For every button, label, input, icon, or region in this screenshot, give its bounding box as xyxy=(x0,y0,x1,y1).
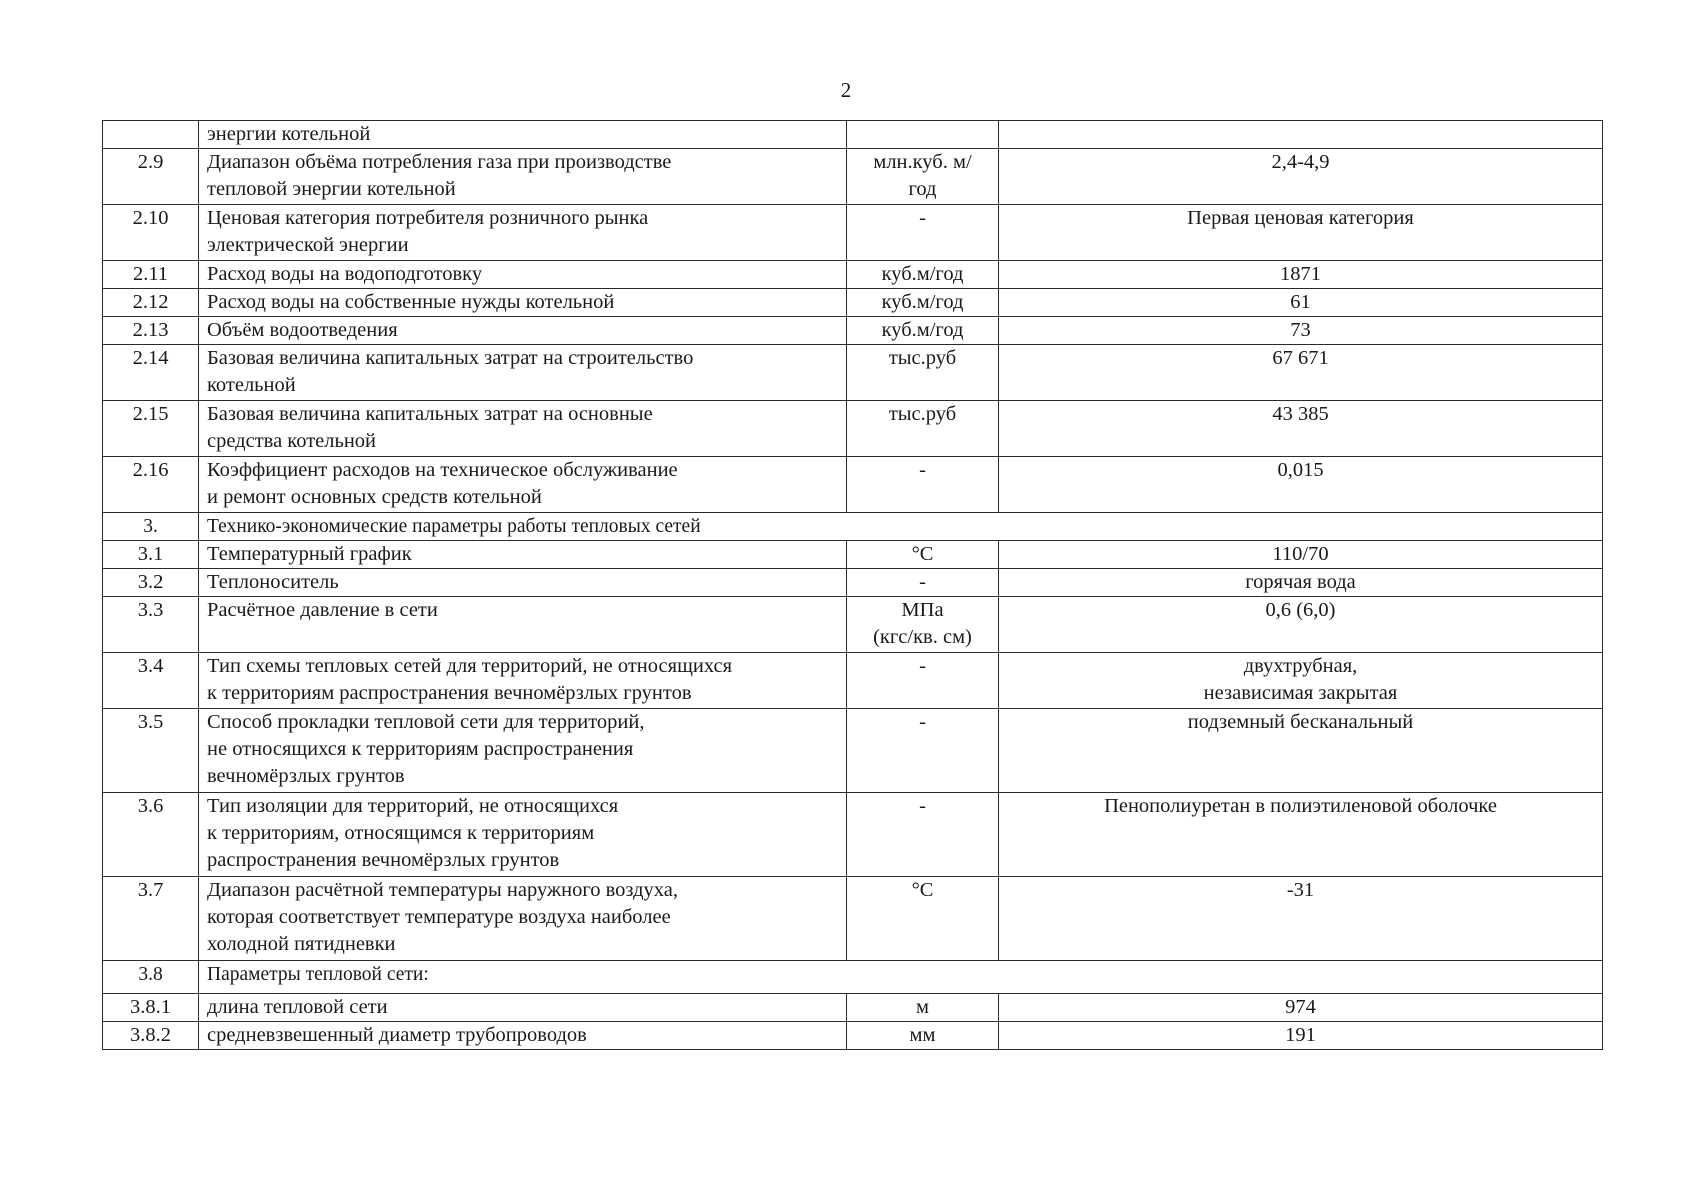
section-title: Параметры тепловой сети: xyxy=(199,961,1603,994)
parameter-name: Способ прокладки тепловой сети для территорий, не относящихся к территориям распространения вечномёрзлых грунтов xyxy=(199,709,847,793)
table-row xyxy=(103,653,1603,709)
value: горячая вода xyxy=(999,569,1603,597)
parameter-name: Температурный график xyxy=(199,541,847,569)
unit: - xyxy=(847,653,999,709)
table-row xyxy=(103,149,1603,205)
value: 191 xyxy=(999,1022,1603,1050)
row-number: 3.7 xyxy=(103,877,199,961)
table-row xyxy=(103,345,1603,401)
unit: - xyxy=(847,793,999,877)
unit: мм xyxy=(847,1022,999,1050)
value xyxy=(999,121,1603,149)
unit: куб.м/год xyxy=(847,261,999,289)
parameter-name: Теплоноситель xyxy=(199,569,847,597)
value: 110/70 xyxy=(999,541,1603,569)
value: 1871 xyxy=(999,261,1603,289)
section-number: 3.8 xyxy=(103,961,199,994)
table-row xyxy=(103,994,1603,1022)
row-number: 2.14 xyxy=(103,345,199,401)
section-number: 3. xyxy=(103,513,199,541)
row-number: 3.1 xyxy=(103,541,199,569)
table-row xyxy=(103,709,1603,793)
parameter-name: длина тепловой сети xyxy=(199,994,847,1022)
unit: °С xyxy=(847,541,999,569)
table-row xyxy=(103,877,1603,961)
parameter-name: Расход воды на собственные нужды котельной xyxy=(199,289,847,317)
table-row xyxy=(103,317,1603,345)
unit: - xyxy=(847,709,999,793)
row-number: 3.6 xyxy=(103,793,199,877)
parameter-name: Диапазон объёма потребления газа при производстве тепловой энергии котельной xyxy=(199,149,847,205)
table-row xyxy=(103,793,1603,877)
parameters-table xyxy=(102,120,1603,1050)
row-number: 2.12 xyxy=(103,289,199,317)
table-row xyxy=(103,261,1603,289)
parameter-name: Объём водоотведения xyxy=(199,317,847,345)
parameter-name: средневзвешенный диаметр трубопроводов xyxy=(199,1022,847,1050)
row-number: 3.2 xyxy=(103,569,199,597)
value: 67 671 xyxy=(999,345,1603,401)
table-row xyxy=(103,457,1603,513)
unit: МПа (кгс/кв. см) xyxy=(847,597,999,653)
table-row xyxy=(103,597,1603,653)
table-row xyxy=(103,289,1603,317)
parameter-name: Базовая величина капитальных затрат на основные средства котельной xyxy=(199,401,847,457)
row-number: 3.8.1 xyxy=(103,994,199,1022)
section-row xyxy=(103,961,1603,994)
value: 2,4-4,9 xyxy=(999,149,1603,205)
value: Пенополиуретан в полиэтиленовой оболочке xyxy=(999,793,1603,877)
unit: куб.м/год xyxy=(847,289,999,317)
unit: °С xyxy=(847,877,999,961)
parameter-name: Ценовая категория потребителя розничного рынка электрической энергии xyxy=(199,205,847,261)
value: 73 xyxy=(999,317,1603,345)
unit: тыс.руб xyxy=(847,401,999,457)
value: 43 385 xyxy=(999,401,1603,457)
parameter-name: Коэффициент расходов на техническое обслуживание и ремонт основных средств котельной xyxy=(199,457,847,513)
row-number: 2.11 xyxy=(103,261,199,289)
parameter-name: энергии котельной xyxy=(199,121,847,149)
row-number: 2.9 xyxy=(103,149,199,205)
row-number xyxy=(103,121,199,149)
table-row xyxy=(103,1022,1603,1050)
unit: тыс.руб xyxy=(847,345,999,401)
value: подземный бесканальный xyxy=(999,709,1603,793)
row-number: 3.5 xyxy=(103,709,199,793)
parameter-name: Базовая величина капитальных затрат на строительство котельной xyxy=(199,345,847,401)
value: 0,015 xyxy=(999,457,1603,513)
table-row xyxy=(103,401,1603,457)
value: Первая ценовая категория xyxy=(999,205,1603,261)
unit: м xyxy=(847,994,999,1022)
row-number: 3.8.2 xyxy=(103,1022,199,1050)
parameter-name: Расчётное давление в сети xyxy=(199,597,847,653)
value: 61 xyxy=(999,289,1603,317)
table-row xyxy=(103,569,1603,597)
table-row xyxy=(103,205,1603,261)
unit: - xyxy=(847,205,999,261)
unit: - xyxy=(847,457,999,513)
row-number: 2.15 xyxy=(103,401,199,457)
value: 974 xyxy=(999,994,1603,1022)
table-row xyxy=(103,121,1603,149)
unit xyxy=(847,121,999,149)
parameter-name: Тип схемы тепловых сетей для территорий, не относящихся к территориям распространения вечномёрзлых грунтов xyxy=(199,653,847,709)
value: двухтрубная, независимая закрытая xyxy=(999,653,1603,709)
row-number: 3.3 xyxy=(103,597,199,653)
unit: - xyxy=(847,569,999,597)
row-number: 2.16 xyxy=(103,457,199,513)
section-row xyxy=(103,513,1603,541)
row-number: 2.13 xyxy=(103,317,199,345)
parameter-name: Диапазон расчётной температуры наружного воздуха, которая соответствует температуре воздуха наиболее холодной пятидневки xyxy=(199,877,847,961)
row-number: 2.10 xyxy=(103,205,199,261)
value: -31 xyxy=(999,877,1603,961)
parameter-name: Расход воды на водоподготовку xyxy=(199,261,847,289)
page-number: 2 xyxy=(840,78,852,102)
section-title: Технико-экономические параметры работы тепловых сетей xyxy=(199,513,1603,541)
row-number: 3.4 xyxy=(103,653,199,709)
unit: млн.куб. м/ год xyxy=(847,149,999,205)
unit: куб.м/год xyxy=(847,317,999,345)
table-row xyxy=(103,541,1603,569)
parameter-name: Тип изоляции для территорий, не относящихся к территориям, относящимся к территориям распространения вечномёрзлых грунтов xyxy=(199,793,847,877)
value: 0,6 (6,0) xyxy=(999,597,1603,653)
